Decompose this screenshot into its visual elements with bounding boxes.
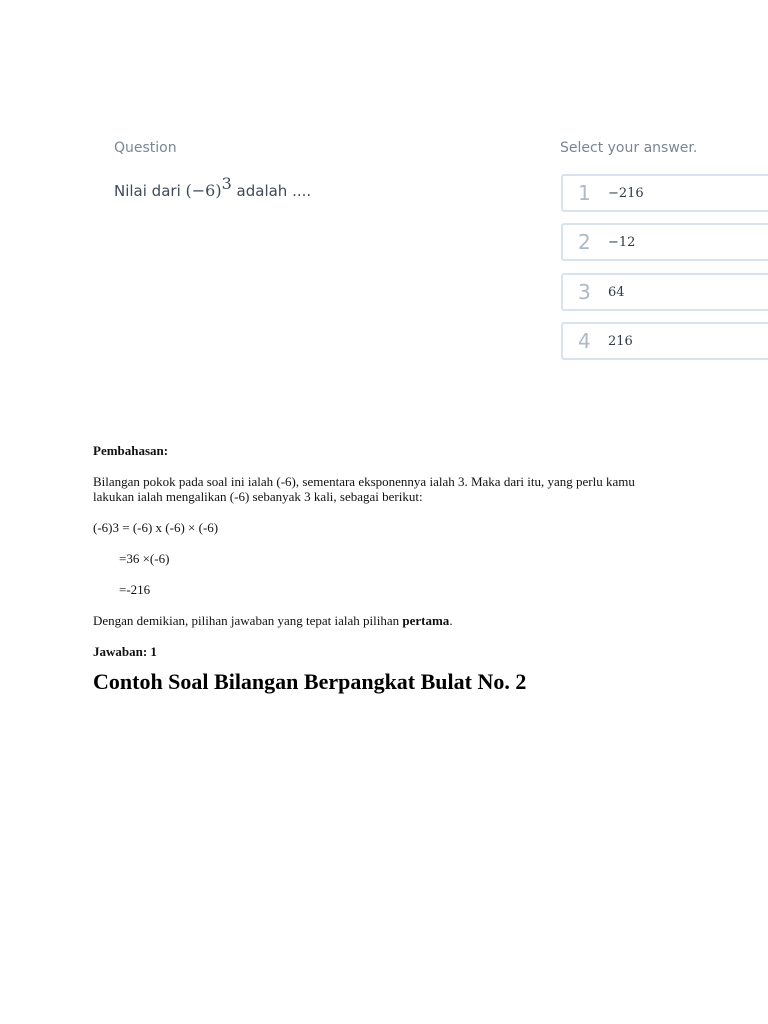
- answer-label: Select your answer.: [560, 140, 698, 156]
- option-value: 216: [608, 334, 633, 349]
- option-number: 4: [578, 329, 591, 353]
- question-suffix: adalah ....: [231, 182, 312, 200]
- option-value: −216: [608, 186, 644, 201]
- question-label: Question: [114, 140, 177, 156]
- conclusion-bold: pertama: [402, 613, 450, 628]
- explanation-heading: Pembahasan:: [93, 443, 169, 458]
- quiz-widget: [0, 0, 768, 380]
- answer-key: Jawaban: 1: [93, 644, 157, 659]
- calc-step-2: =36 ×(-6): [119, 551, 170, 566]
- conclusion: [93, 613, 673, 628]
- answer-option-2[interactable]: [561, 223, 768, 261]
- option-value: −12: [608, 235, 636, 250]
- explanation-paragraph: Bilangan pokok pada soal ini ialah (-6), sementara eksponennya ialah 3. Maka dari itu, yang perlu kamu lakukan ialah mengalikan (-6) sebanyak 3 kali, sebagai berikut:: [93, 474, 635, 504]
- conclusion-prefix: Dengan demikian, pilihan jawaban yang tepat ialah pilihan: [93, 613, 403, 628]
- answer-option-3[interactable]: [561, 273, 768, 311]
- calc-step-1: (-6)3 = (-6) x (-6) × (-6): [93, 520, 219, 535]
- next-section-title: Contoh Soal Bilangan Berpangkat Bulat No. 2: [93, 669, 527, 694]
- answer-option-4[interactable]: [561, 322, 768, 360]
- conclusion-suffix: .: [449, 613, 453, 628]
- option-number: 2: [578, 230, 591, 254]
- answer-option-1[interactable]: [561, 174, 768, 212]
- question-text: [114, 174, 311, 200]
- question-base: (−6): [185, 181, 222, 200]
- calc-step-3: =-216: [119, 582, 151, 597]
- option-number: 3: [578, 280, 591, 304]
- explanation-article: [93, 443, 673, 695]
- option-value: 64: [608, 285, 625, 300]
- option-number: 1: [578, 181, 591, 205]
- question-exponent: 3: [221, 174, 232, 193]
- question-prefix: Nilai dari: [114, 182, 186, 200]
